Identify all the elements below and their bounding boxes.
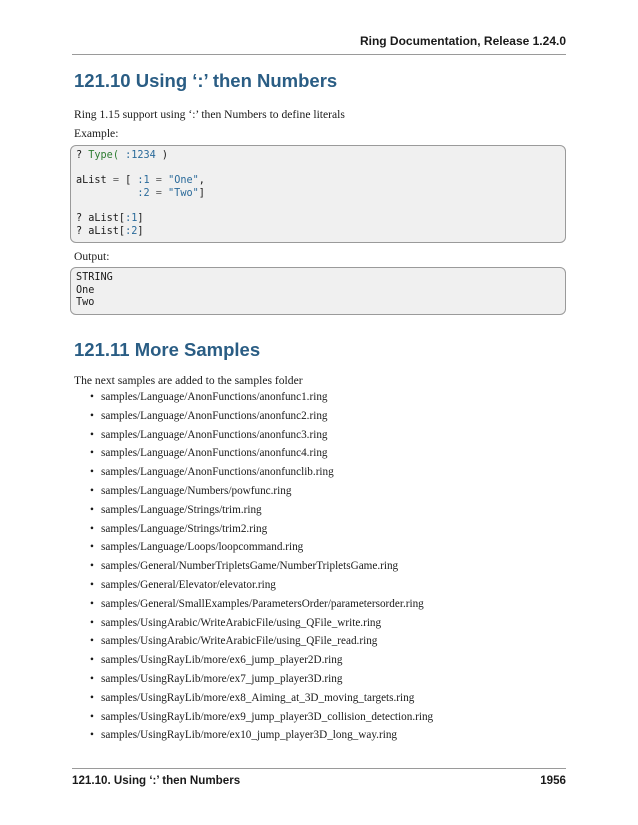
code-token [76, 188, 137, 199]
bullet-icon: • [90, 672, 94, 685]
bullet-icon: • [90, 522, 94, 535]
code-token: Type( [88, 150, 119, 161]
list-item [90, 465, 433, 484]
sample-path: samples/UsingRayLib/more/ex6_jump_player2D.ring [101, 654, 343, 667]
bullet-icon: • [90, 466, 94, 479]
code-token: ? aList[ [76, 225, 126, 237]
list-item [90, 484, 433, 503]
list-item [90, 616, 433, 635]
list-item [90, 728, 433, 747]
sample-path: samples/UsingRayLib/more/ex7_jump_player3D.ring [101, 672, 343, 685]
code-example-block [70, 145, 566, 243]
sample-path: samples/Language/AnonFunctions/anonfunc4.ring [101, 447, 328, 460]
section-intro: Ring 1.15 support using ‘:’ then Numbers to define literals [74, 108, 345, 121]
code-token: = [112, 175, 119, 187]
code-token: [ [118, 175, 138, 187]
list-item [90, 559, 433, 578]
footer-section-title: 121.10. Using ‘:’ then Numbers [72, 774, 241, 787]
bullet-icon: • [90, 447, 94, 460]
bullet-icon: • [90, 710, 94, 723]
code-output-block [70, 267, 566, 315]
bullet-icon: • [90, 541, 94, 554]
code-line [76, 150, 560, 163]
list-item [90, 409, 433, 428]
running-header: Ring Documentation, Release 1.24.0 [72, 34, 566, 55]
bullet-icon: • [90, 560, 94, 573]
sample-path: samples/UsingRayLib/more/ex8_Aiming_at_3D_moving_targets.ring [101, 691, 415, 704]
code-line [76, 226, 560, 239]
sample-path: samples/Language/Strings/trim.ring [101, 503, 262, 516]
list-item [90, 691, 433, 710]
bullet-icon: • [90, 635, 94, 648]
bullet-icon: • [90, 597, 94, 610]
code-token: aList [76, 175, 113, 187]
code-token: "Two" [168, 187, 199, 199]
bullet-icon: • [90, 654, 94, 667]
code-token: :1234 [125, 150, 156, 161]
bullet-icon: • [90, 616, 94, 629]
samples-intro: The next samples are added to the samples folder [74, 374, 303, 387]
output-label: Output: [74, 250, 110, 263]
sample-path: samples/General/Elevator/elevator.ring [101, 578, 276, 591]
code-token: :2 [137, 187, 150, 199]
bullet-icon: • [90, 484, 94, 497]
code-line [76, 213, 560, 226]
code-token: ? aList[ [76, 212, 126, 224]
list-item [90, 522, 433, 541]
list-item [90, 653, 433, 672]
bullet-icon: • [90, 409, 94, 422]
bullet-icon: • [90, 503, 94, 516]
code-token: , [198, 175, 205, 187]
bullet-icon: • [90, 428, 94, 441]
section-heading-samples: 121.11 More Samples [74, 339, 261, 360]
list-item [90, 446, 433, 465]
sample-path: samples/Language/AnonFunctions/anonfunc2.ring [101, 409, 328, 422]
bullet-icon: • [90, 391, 94, 403]
bullet-icon: • [90, 729, 94, 742]
page-number: 1956 [540, 774, 566, 787]
sample-path: samples/UsingRayLib/more/ex10_jump_player3D_long_way.ring [101, 729, 398, 742]
code-token: :1 [137, 175, 150, 187]
code-token: ] [137, 225, 144, 237]
sample-path: samples/UsingRayLib/more/ex9_jump_player3D_collision_detection.ring [101, 710, 434, 723]
code-token: :2 [125, 225, 138, 237]
code-token: ] [137, 212, 144, 224]
sample-path: samples/Language/AnonFunctions/anonfunclib.ring [101, 466, 334, 479]
example-label: Example: [74, 127, 119, 140]
sample-path: samples/General/NumberTripletsGame/NumberTripletsGame.ring [101, 560, 399, 573]
bullet-icon: • [90, 691, 94, 704]
code-token: ) [155, 150, 169, 161]
code-line [76, 188, 560, 201]
code-token: ? [76, 150, 89, 161]
sample-path: samples/UsingArabic/WriteArabicFile/using_QFile_write.ring [101, 616, 382, 629]
sample-path: samples/UsingArabic/WriteArabicFile/using_QFile_read.ring [101, 635, 378, 648]
section-heading-numbers: 121.10 Using ‘:’ then Numbers [74, 70, 338, 91]
code-token: :1 [125, 212, 138, 224]
output-line: One [76, 284, 95, 296]
code-line [76, 175, 560, 188]
list-item [90, 672, 433, 691]
list-item [90, 710, 433, 729]
sample-path: samples/Language/Strings/trim2.ring [101, 522, 268, 535]
sample-path: samples/Language/Loops/loopcommand.ring [101, 541, 304, 554]
list-item [90, 578, 433, 597]
output-line: STRING [76, 272, 113, 283]
code-token: ] [198, 187, 205, 199]
list-item [90, 390, 433, 409]
bullet-icon: • [90, 578, 94, 591]
sample-path: samples/General/SmallExamples/ParametersOrder/parametersorder.ring [101, 597, 424, 610]
list-item [90, 503, 433, 522]
list-item [90, 428, 433, 447]
list-item [90, 540, 433, 559]
code-token: = [155, 187, 162, 199]
sample-path: samples/Language/Numbers/powfunc.ring [101, 484, 292, 497]
code-line [76, 200, 560, 213]
samples-list [90, 390, 433, 747]
list-item [90, 634, 433, 653]
code-token: = [155, 175, 162, 187]
sample-path: samples/Language/AnonFunctions/anonfunc3.ring [101, 428, 328, 441]
output-line: Two [76, 297, 95, 309]
code-line [76, 163, 560, 176]
list-item [90, 597, 433, 616]
sample-path: samples/Language/AnonFunctions/anonfunc1.ring [101, 391, 328, 403]
code-token: "One" [168, 175, 199, 187]
running-footer [72, 768, 566, 787]
